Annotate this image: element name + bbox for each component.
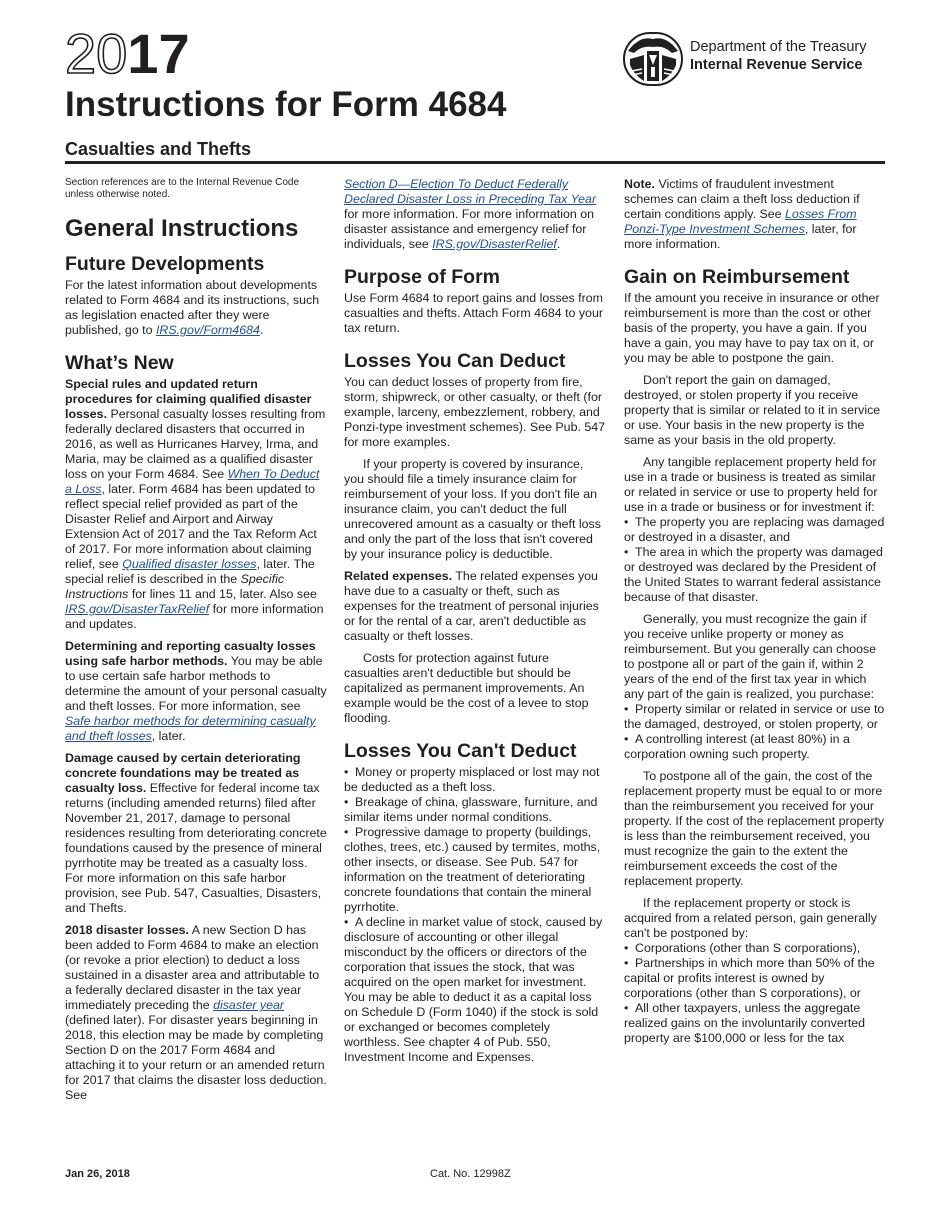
list-item bbox=[624, 956, 886, 1001]
paragraph-lead: Damage caused by certain deteriorating concrete foundations may be treated as casualty loss. bbox=[65, 751, 301, 795]
year-outline-digits: 20 bbox=[65, 22, 128, 85]
related-expenses-paragraph bbox=[344, 569, 606, 644]
paragraph-text: Victims of fraudulent investment schemes can claim a theft loss deduction if certain conditions apply. See bbox=[624, 177, 860, 221]
disaster-2018-paragraph bbox=[65, 923, 327, 1103]
link-when-to-deduct[interactable]: When To Deduct a Loss bbox=[65, 467, 320, 496]
heading-losses-cant-deduct: Losses You Can't Deduct bbox=[344, 740, 577, 762]
gain-paragraph-6: If the replacement property or stock is acquired from a related person, gain generally can't be postponed by: bbox=[624, 896, 877, 940]
list-item bbox=[344, 765, 606, 795]
paragraph-lead: Related expenses. bbox=[344, 569, 453, 583]
link-safe-harbor-methods[interactable]: Safe harbor methods for determining casualty and theft losses bbox=[65, 714, 316, 743]
bullet-icon: • bbox=[344, 795, 349, 809]
list-item-text: Corporations (other than S corporations), bbox=[635, 941, 861, 955]
bullet-icon: • bbox=[624, 732, 629, 746]
paragraph-text: , later. Form 4684 has been updated to reflect special relief provided as part of the Disaster Relief and Airport and Airway Extension Act of 2017 and the Tax Reform Act of 2017. For more information about claiming relief, see bbox=[65, 482, 317, 571]
link-disaster-relief[interactable]: IRS.gov/DisasterRelief bbox=[432, 237, 557, 251]
list-item bbox=[624, 941, 886, 956]
paragraph-text: , later, for more information. bbox=[624, 222, 857, 251]
paragraph-lead: Determining and reporting casualty losses using safe harbor methods. bbox=[65, 639, 316, 668]
heading-general-instructions: General Instructions bbox=[65, 215, 299, 242]
column-2 bbox=[344, 177, 606, 1065]
link-irs-form4684[interactable]: IRS.gov/Form4684 bbox=[155, 323, 260, 337]
list-item-text: Property similar or related in service or use to the damaged, destroyed, or stolen property, or bbox=[624, 702, 885, 731]
column-3 bbox=[624, 177, 886, 1046]
paragraph-text: The related expenses you have due to a casualty or theft, such as expenses for the treatment of personal injuries or for the rental of a car, aren't deductible as casualty or theft losses. bbox=[344, 569, 599, 643]
link-qualified-disaster-losses[interactable]: Qualified disaster losses bbox=[122, 557, 257, 571]
bullet-icon: • bbox=[344, 915, 349, 929]
purpose-paragraph: Use Form 4684 to report gains and losses from casualties and thefts. Attach Form 4684 to your tax return. bbox=[344, 291, 603, 335]
bullet-icon: • bbox=[624, 941, 629, 955]
concrete-foundations-paragraph bbox=[65, 751, 327, 916]
paragraph-text: , later. bbox=[151, 729, 186, 743]
year-bold-digits: 17 bbox=[127, 22, 190, 85]
section-note: Section references are to the Internal Revenue Code unless otherwise noted. bbox=[65, 177, 300, 200]
can-deduct-paragraph-2: If your property is covered by insurance, you should file a timely insurance claim for reimbursement of your loss. If you don't file an insurance claim, you can't deduct the full unrecovered amount as a casualty or theft loss and only the part of the loss that isn't covered by your insurance policy is deductible. bbox=[344, 457, 601, 561]
future-text: For the latest information about developments related to Form 4684 and its instructions, such as legislation enacted after they were published, go to bbox=[65, 278, 320, 337]
link-disaster-tax-relief[interactable]: IRS.gov/DisasterTaxRelief bbox=[65, 602, 210, 616]
agency-department: Department of the Treasury bbox=[690, 39, 867, 55]
bullet-icon: • bbox=[624, 545, 629, 559]
safe-harbor-paragraph bbox=[65, 639, 327, 744]
paragraph-text: A new Section D has been added to Form 4684 to make an election (or revoke a prior election) to deduct a loss sustained in a disaster area and attributable to a federally declared disaster in the tax year immediately preceding the bbox=[65, 923, 320, 1012]
bullet-icon: • bbox=[344, 825, 349, 839]
paragraph-text: (defined later). For disaster years beginning in 2018, this election may be made by completing Section D on the 2017 Form 4684 and attaching it to your return or an amended return for 2017 that claims the disaster loss deduction. See bbox=[65, 1013, 327, 1102]
bullet-icon: • bbox=[624, 515, 629, 529]
bullet-icon: • bbox=[624, 702, 629, 716]
paragraph-text: for more information. For more information on disaster assistance and emergency relief for individuals, see bbox=[344, 207, 594, 251]
bullet-icon: • bbox=[624, 956, 629, 970]
list-item bbox=[624, 702, 886, 732]
gain-paragraph-1: If the amount you receive in insurance or other reimbursement is more than the cost or other basis of the property, you have a gain. If you have a gain, you may have to pay tax on it, or you may be able to postpone the gain. bbox=[624, 291, 880, 365]
section-d-continuation bbox=[344, 177, 606, 252]
footer-date: Jan 26, 2018 bbox=[65, 1168, 130, 1180]
paragraph-text: Effective for federal income tax returns (including amended returns) filed after November 21, 2017, damage to personal residences resulting from deteriorating concrete foundations caused by the presence of mineral pyrrhotite may be treated as a casualty loss. For more information on this safe harbor provision, see Pub. 547, Casualties, Disasters, and Thefts. bbox=[65, 781, 327, 915]
list-item-text: The area in which the property was damaged or destroyed was declared by the President of the United States to warrant federal assistance because of that disaster. bbox=[624, 545, 883, 604]
italic-specific-instructions: Specific Instructions bbox=[65, 572, 285, 601]
link-ponzi-schemes[interactable]: Losses From Ponzi-Type Investment Schemes bbox=[624, 207, 857, 236]
bullet-icon: • bbox=[624, 1001, 629, 1015]
gain-paragraph-4: Generally, you must recognize the gain if you receive unlike property or money as reimbursement. But you generally can choose to postpone all or part of the gain if, within 2 years of the end of the first tax year in which any part of the gain is realized, you purchase: bbox=[624, 612, 877, 701]
paragraph-text: You may be able to use certain safe harbor methods to determine the amount of your personal casualty and theft losses. For more information, see bbox=[65, 654, 327, 713]
costs-paragraph: Costs for protection against future casualties aren't deductible but should be capitalized as permanent improvements. An example would be the cost of a levee to stop flooding. bbox=[344, 651, 589, 725]
irs-eagle-logo-icon bbox=[622, 31, 684, 87]
list-item-text: A decline in market value of stock, caused by disclosure of accounting or other illegal misconduct by the officers or directors of the corporation that issues the stock, that was acquired on the open market for investment. You may be able to deduct it as a capital loss on Schedule D (Form 1040) if the stock is sold or exchanged or becomes completely worthless. See chapter 4 of Pub. 550, Investment Income and Expenses. bbox=[344, 915, 603, 1064]
heading-losses-can-deduct: Losses You Can Deduct bbox=[344, 350, 566, 372]
paragraph-lead: 2018 disaster losses. bbox=[65, 923, 189, 937]
gain-paragraph-3: Any tangible replacement property held for use in a trade or business is treated as similar or related in service or use to property held for use in a trade or business or for investment if: bbox=[624, 455, 878, 514]
paragraph-text: for lines 11 and 15, later. Also see bbox=[131, 587, 317, 601]
list-item-text: Money or property misplaced or lost may not be deducted as a theft loss. bbox=[344, 765, 600, 794]
gain-paragraph-5: To postpone all of the gain, the cost of the replacement property must be equal to or more than the reimbursement you received for your property. If the cost of the replacement property is less than the reimbursement received, you must recognize the gain to the extent the reimbursement exceeds the cost of the replacement property. bbox=[624, 769, 885, 888]
header-rule bbox=[65, 161, 885, 164]
list-item-text: A controlling interest (at least 80%) in a corporation owning such property. bbox=[624, 732, 850, 761]
list-item bbox=[344, 825, 606, 915]
page-subtitle: Casualties and Thefts bbox=[65, 139, 252, 159]
agency-irs: Internal Revenue Service bbox=[690, 57, 863, 73]
paragraph-text: . bbox=[556, 237, 561, 251]
footer-catalog-number: Cat. No. 12998Z bbox=[430, 1168, 511, 1180]
list-item bbox=[624, 515, 886, 545]
paragraph-text: , later. The special relief is described in the bbox=[65, 557, 315, 586]
form-year bbox=[65, 22, 190, 86]
future-paragraph bbox=[65, 278, 327, 338]
column-1 bbox=[65, 177, 327, 1110]
gain-paragraph-2: Don't report the gain on damaged, destroyed, or stolen property if you receive property that is similar or related to it in service or use. Your basis in the new property is the same as your basis in the old property. bbox=[624, 373, 881, 447]
heading-purpose-of-form: Purpose of Form bbox=[344, 266, 501, 288]
link-section-d[interactable]: Section D—Election To Deduct Federally Declared Disaster Loss in Preceding Tax Year bbox=[344, 177, 597, 206]
ponzi-note-paragraph bbox=[624, 177, 886, 252]
paragraph-lead: Note. bbox=[624, 177, 655, 191]
can-deduct-paragraph-1: You can deduct losses of property from fire, storm, shipwreck, or other casualty, or theft (for example, larceny, embezzlement, robbery, and Ponzi-type investment schemes). See Pub. 547 for more examples. bbox=[344, 375, 606, 449]
list-item bbox=[624, 1001, 886, 1046]
paragraph-lead: Special rules and updated return procedures for claiming qualified disaster losses. bbox=[65, 377, 312, 421]
future-end: . bbox=[259, 323, 264, 337]
agency-block bbox=[690, 38, 867, 74]
paragraph-text: Personal casualty losses resulting from federally declared disasters that occurred in 2016, as well as Hurricanes Harvey, Irma, and Maria, may be claimed as a qualified disaster loss on your Form 4684. See bbox=[65, 407, 326, 481]
list-item-text: The property you are replacing was damaged or destroyed in a disaster, and bbox=[624, 515, 885, 544]
paragraph-text: for more information and updates. bbox=[65, 602, 324, 631]
list-item bbox=[344, 795, 606, 825]
heading-gain-on-reimbursement: Gain on Reimbursement bbox=[624, 266, 850, 288]
list-item-text: Partnerships in which more than 50% of the capital or profits interest is owned by corporations (other than S corporations), or bbox=[624, 956, 875, 1000]
bullet-icon: • bbox=[344, 765, 349, 779]
heading-whats-new: What’s New bbox=[65, 352, 174, 374]
list-item bbox=[624, 732, 886, 762]
page-title: Instructions for Form 4684 bbox=[65, 85, 507, 124]
heading-future-developments: Future Developments bbox=[65, 253, 265, 275]
list-item bbox=[344, 915, 606, 1065]
list-item-text: Breakage of china, glassware, furniture, and similar items under normal conditions. bbox=[344, 795, 598, 824]
list-item bbox=[624, 545, 886, 605]
list-item-text: Progressive damage to property (buildings, clothes, trees, etc.) caused by termites, moths, other insects, or disease. See Pub. 547 for information on the treatment of deteriorating concrete foundations that contain the mineral pyrrhotite. bbox=[344, 825, 601, 914]
list-item-text: All other taxpayers, unless the aggregate realized gains on the involuntarily converted property are $100,000 or less for the tax bbox=[624, 1001, 866, 1045]
qualified-disaster-paragraph bbox=[65, 377, 327, 632]
link-disaster-year[interactable]: disaster year bbox=[213, 998, 285, 1012]
